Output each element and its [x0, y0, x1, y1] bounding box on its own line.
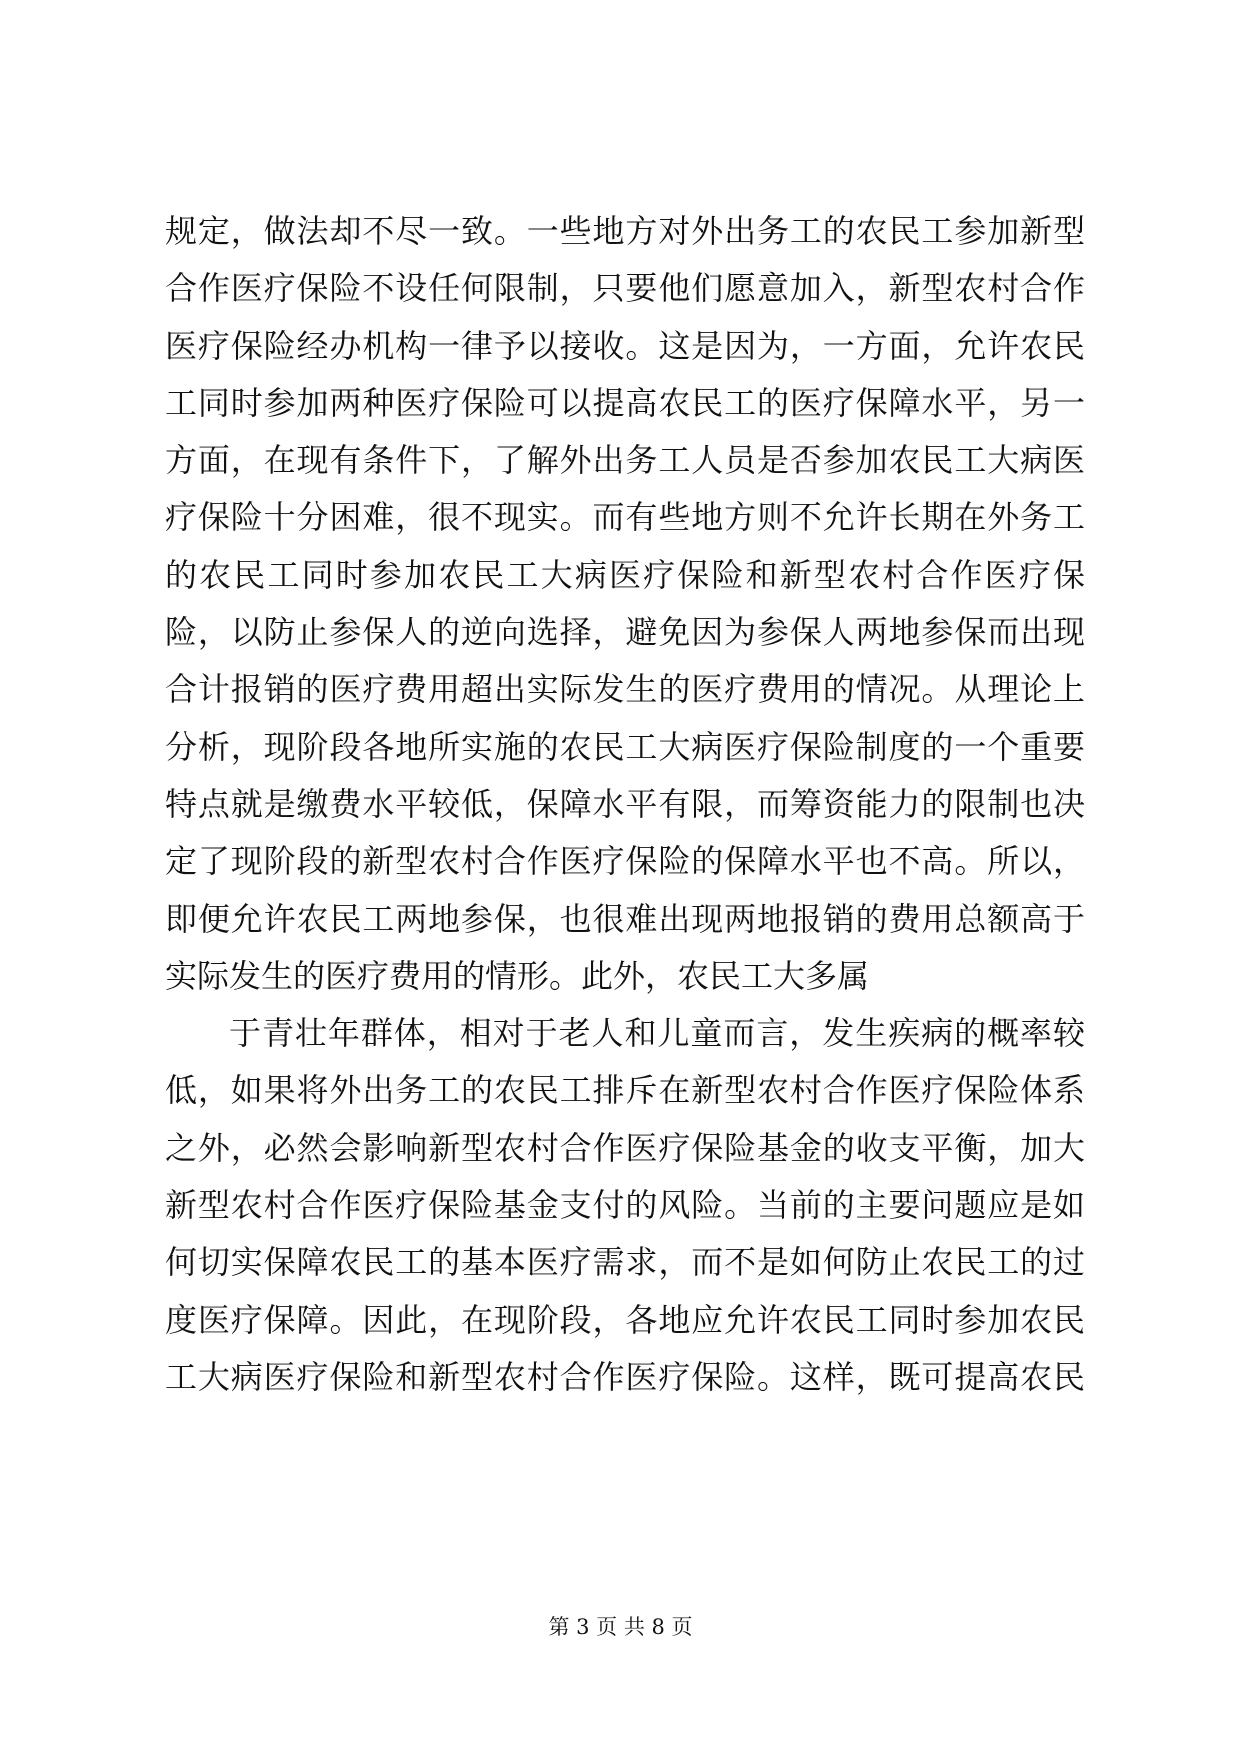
text-line: 方面，在现有条件下，了解外出务工人员是否参加农民工大病医 [165, 441, 1085, 480]
body-text [165, 203, 1085, 1406]
page-footer [0, 1613, 1241, 1641]
text-line: 新型农村合作医疗保险基金支付的风险。当前的主要问题应是如 [165, 1186, 1085, 1225]
text-line: 工大病医疗保险和新型农村合作医疗保险。这样，既可提高农民 [165, 1357, 1085, 1396]
text-line: 疗保险十分困难，很不现实。而有些地方则不允许长期在外务工 [165, 498, 1085, 537]
text-line: 特点就是缴费水平较低，保障水平有限，而筹资能力的限制也决 [165, 784, 1085, 823]
text-line: 定了现阶段的新型农村合作医疗保险的保障水平也不高。所以， [165, 842, 1085, 881]
text-line: 之外，必然会影响新型农村合作医疗保险基金的收支平衡，加大 [165, 1128, 1085, 1167]
text-line: 医疗保险经办机构一律予以接收。这是因为，一方面，允许农民 [165, 326, 1085, 365]
text-line: 的农民工同时参加农民工大病医疗保险和新型农村合作医疗保 [165, 555, 1085, 594]
page-number: 第 3 页 共 8 页 [548, 1615, 693, 1639]
text-line: 规定，做法却不尽一致。一些地方对外出务工的农民工参加新型 [165, 212, 1085, 250]
text-line: 合作医疗保险不设任何限制，只要他们愿意加入，新型农村合作 [165, 269, 1085, 308]
text-line: 合计报销的医疗费用超出实际发生的医疗费用的情况。从理论上 [165, 670, 1085, 709]
text-line: 何切实保障农民工的基本医疗需求，而不是如何防止农民工的过 [165, 1243, 1085, 1282]
text-line: 低，如果将外出务工的农民工排斥在新型农村合作医疗保险体系 [165, 1071, 1085, 1110]
text-line: 度医疗保障。因此，在现阶段，各地应允许农民工同时参加农民 [165, 1300, 1085, 1339]
text-line: 分析，现阶段各地所实施的农民工大病医疗保险制度的一个重要 [165, 727, 1085, 766]
text-line: 工同时参加两种医疗保险可以提高农民工的医疗保障水平，另一 [165, 383, 1085, 422]
text-line: 实际发生的医疗费用的情形。此外，农民工大多属 [165, 956, 870, 995]
text-line: 即便允许农民工两地参保，也很难出现两地报销的费用总额高于 [165, 899, 1085, 938]
text-line: 险，以防止参保人的逆向选择，避免因为参保人两地参保而出现 [165, 613, 1085, 652]
text-line: 于青壮年群体，相对于老人和儿童而言，发生疾病的概率较 [229, 1014, 1085, 1053]
